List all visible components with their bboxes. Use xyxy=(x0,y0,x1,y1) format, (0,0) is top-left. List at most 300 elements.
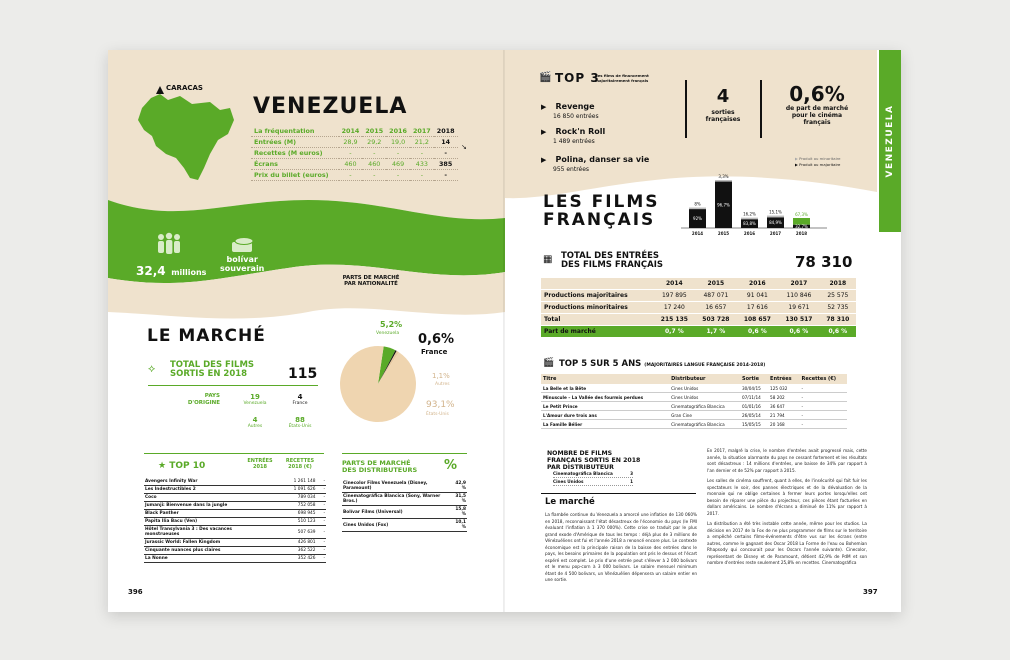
cell: 21,2 xyxy=(414,138,429,146)
kpi-share-label-1: de part de marché xyxy=(785,105,849,112)
top5-title-text: TOP 5 SUR 5 ANS xyxy=(559,359,642,369)
top3-film-entries: 955 entrées xyxy=(553,166,590,173)
distrib-name: Bolívar Films (Universal) xyxy=(342,506,449,519)
bar-category-label: 2014 xyxy=(691,231,704,236)
table-row xyxy=(541,290,856,302)
bar-top-label: 67,3% xyxy=(795,212,808,217)
bar-top-label: 15,1% xyxy=(769,209,782,215)
cell: 460 xyxy=(344,160,357,168)
film-title: La Nonne xyxy=(144,555,253,563)
table-row xyxy=(541,411,847,420)
cell: - xyxy=(373,171,376,179)
distrib-n: 3 xyxy=(630,471,633,476)
attendance-row xyxy=(251,170,458,181)
right-page xyxy=(505,50,901,612)
cell: - xyxy=(444,149,447,157)
column-header: Distributeur xyxy=(669,374,740,384)
origin-venezuela-l: Venezuela xyxy=(243,401,267,406)
divider xyxy=(144,453,324,454)
cell: 91 041 xyxy=(737,290,779,302)
distrib-pct: 31,5 % xyxy=(449,493,467,506)
bar-inner-label: 92% xyxy=(693,216,702,222)
star-icon: ★ xyxy=(158,461,170,471)
top3-film-title: Revenge xyxy=(555,102,595,111)
row-label: Total xyxy=(541,314,654,326)
bar-category-label: 2017 xyxy=(769,231,782,236)
top10-col-receipts: RECETTES 2018 (€) xyxy=(285,458,315,470)
film-title: Cinquante nuances plus claires xyxy=(144,547,253,555)
pie-label-venezuela-pct: 5,2% xyxy=(380,320,403,329)
row-label: Part de marché xyxy=(541,326,654,338)
pie-title xyxy=(330,275,412,288)
legend-minority-label: Produit ou minoritaire xyxy=(799,156,841,161)
cell: 14 xyxy=(441,138,451,146)
section-tab-label: VENEZUELA xyxy=(885,104,895,178)
cell: 01/01/16 xyxy=(740,402,768,411)
arrow-down-right-icon: ↘ xyxy=(461,143,467,151)
top3-film-title: Polina, danser sa vie xyxy=(555,155,650,164)
bar-inner-label: 84,9% xyxy=(769,220,782,226)
list-item xyxy=(553,478,633,486)
distrib-count-line3: PAR DISTRIBUTEUR xyxy=(547,464,614,472)
origin-us-n: 88 xyxy=(295,416,305,424)
film-entries: 752 058 xyxy=(253,502,316,510)
cell: Cinematográfica Blancica xyxy=(669,420,740,429)
distrib-count-list xyxy=(553,470,633,486)
table-row xyxy=(541,302,856,314)
pie-label-others-pct: 1,1% xyxy=(432,372,450,380)
origin-others-n: 4 xyxy=(252,416,258,424)
french-films-title xyxy=(543,194,660,230)
pie-label-us-pct: 93,1% xyxy=(426,400,455,410)
cell: Cines Unidos xyxy=(669,384,740,393)
kpi-share xyxy=(767,82,867,127)
arrow-right-icon: ▶ xyxy=(541,156,547,164)
film-receipts: - xyxy=(317,526,326,539)
film-entries: 352 426 xyxy=(253,555,316,563)
cell: 17 616 xyxy=(737,302,779,314)
table-row xyxy=(144,478,326,486)
row-label: Productions minoritaires xyxy=(541,302,654,314)
legend-majority-label: Produit ou majoritaire xyxy=(799,162,841,167)
cell: Gran Cine xyxy=(669,411,740,420)
table-row xyxy=(144,539,326,547)
cell: 21 794 xyxy=(768,411,800,420)
cell: 433 xyxy=(415,160,428,168)
kpi-share-label-2: pour le cinéma xyxy=(791,111,843,119)
people-icon xyxy=(154,232,184,256)
cell: 25 575 xyxy=(820,290,856,302)
page-number-left: 396 xyxy=(128,588,143,596)
row-label: Recettes (M euros) xyxy=(254,149,323,157)
capital-label: CARACAS xyxy=(166,84,203,92)
film-entries: 1 091 626 xyxy=(253,486,316,494)
bar-inner-label: 32,7% xyxy=(795,223,808,229)
year-col: 2018 xyxy=(820,278,856,290)
cell: 385 xyxy=(438,160,453,168)
header-blank xyxy=(541,278,654,290)
total-films-line2: SORTIS EN 2018 xyxy=(170,368,248,379)
top3-item xyxy=(541,147,649,173)
cell: 503 728 xyxy=(695,314,737,326)
pie-label-venezuela: Venezuela xyxy=(376,331,400,336)
table-row xyxy=(342,493,467,506)
table-row xyxy=(342,506,467,519)
total-entries-line2: DES FILMS FRANÇAIS xyxy=(561,260,664,271)
paragraph: La distribution a été très instable cette année, même pour les studios. La décision en 2017 de la Fox de ne plus programmer de films sur le territoire a empêché certains films-événements d'être vus sur les écrans (entre autres, comme le gagnant des Oscar 2018 La Forme de l'eau ou Bohemian Rhapsody qui concourait pour les Oscars l'année suivante). Cinecolor, représentant de Disney et de Paramount, détient 42,9% de PdM et son nombre d'entrées reste seulement 25,8% en recettes. Cinematográfica xyxy=(707,521,867,565)
film-title: Papita Ilia Bacu (Ven) xyxy=(144,518,253,526)
attendance-header: La fréquentation xyxy=(254,127,315,135)
bar-minority xyxy=(689,207,706,209)
bar-top-label: 3,3% xyxy=(718,174,729,179)
bar-minority xyxy=(715,180,732,182)
market-title: LE MARCHÉ xyxy=(147,326,266,346)
year-col: 2014 xyxy=(341,127,360,135)
top3-film-entries: 16 850 entrées xyxy=(553,113,599,120)
pie-label-france-pct: 0,6% xyxy=(418,332,455,347)
french-films-bar-chart xyxy=(677,170,837,240)
top3-item xyxy=(541,119,605,145)
year-col: 2016 xyxy=(737,278,779,290)
currency-label xyxy=(220,256,264,274)
cell: 58 202 xyxy=(768,393,800,402)
french-films-table xyxy=(541,278,856,337)
kpi-releases-value: 4 xyxy=(716,86,730,107)
total-films-line1: TOTAL DES FILMS xyxy=(170,360,255,370)
distrib-name: Cinematográfica Blancica (Sony, Warner Bros.) xyxy=(342,493,449,506)
year-col: 2014 xyxy=(654,278,696,290)
cell: 108 657 xyxy=(737,314,779,326)
bar-inner-label: 83,8% xyxy=(743,221,756,227)
origin-france xyxy=(285,393,315,406)
cell: - xyxy=(396,171,400,179)
top10-title xyxy=(158,462,205,471)
cell: 30/04/15 xyxy=(740,384,768,393)
distrib-pct: 10,1 % xyxy=(449,519,467,532)
total-entries-value: 78 310 xyxy=(795,253,853,271)
cell: 19 671 xyxy=(778,302,820,314)
cell: 487 071 xyxy=(695,290,737,302)
origin-france-n: 4 xyxy=(297,393,303,401)
bar-minority xyxy=(767,216,784,218)
kpi-share-label-3: français xyxy=(803,118,831,126)
distrib-pct-symbol: % xyxy=(444,458,458,473)
cell: Cinematográfica Blancica xyxy=(669,402,740,411)
population-stat xyxy=(136,260,206,279)
table-row xyxy=(541,384,847,393)
column-header: Titre xyxy=(541,374,669,384)
attendance-row xyxy=(251,137,458,148)
bar-category-label: 2016 xyxy=(743,231,756,236)
arrow-right-icon: ▶ xyxy=(541,103,547,111)
french-films-title-line1: LES FILMS xyxy=(543,192,660,212)
cell: - xyxy=(420,171,423,179)
attendance-row xyxy=(251,148,458,159)
cell: 130 517 xyxy=(778,314,820,326)
origin-us xyxy=(285,416,315,429)
list-item xyxy=(553,470,633,478)
film-receipts: - xyxy=(317,486,326,494)
clapperboard-icon: 🎬 xyxy=(539,72,552,83)
cell: L'Amour dure trois ans xyxy=(541,411,669,420)
film-entries: 698 945 xyxy=(253,510,316,518)
arrow-right-icon: ▶ xyxy=(541,128,547,136)
table-row xyxy=(342,519,467,532)
film-entries: 426 801 xyxy=(253,539,316,547)
cell: 0,6 % xyxy=(737,326,779,338)
distrib-pct: 42,9 % xyxy=(449,480,467,493)
right-column-text xyxy=(707,448,867,571)
cell: 26/05/14 xyxy=(740,411,768,420)
distrib-count-line1: NOMBRE DE FILMS xyxy=(547,450,613,457)
cell: 0,6 % xyxy=(820,326,856,338)
total-entries-line1: TOTAL DES ENTRÉES xyxy=(561,251,660,261)
film-title: Black Panther xyxy=(144,510,253,518)
divider xyxy=(541,493,696,494)
film-receipts: - xyxy=(317,555,326,563)
legend-minority xyxy=(795,156,840,161)
currency-line2: souverain xyxy=(220,263,265,273)
table-row xyxy=(144,502,326,510)
cell: 29,2 xyxy=(367,138,382,146)
top10-col-entries: ENTRÉES 2018 xyxy=(247,458,273,470)
film-title: Coco xyxy=(144,494,253,502)
kpi-share-value: 0,6% xyxy=(789,82,845,106)
bar-category-label: 2018 xyxy=(795,231,808,236)
cell: 215 135 xyxy=(654,314,696,326)
origin-line2: D'ORIGINE xyxy=(187,399,220,406)
left-page xyxy=(108,50,505,612)
film-title: Jumanji: Bienvenue dans la jungle xyxy=(144,502,253,510)
table-row xyxy=(541,393,847,402)
cell: - xyxy=(800,420,847,429)
population-unit: millions xyxy=(171,268,207,277)
divider xyxy=(342,453,467,454)
market-heading: Le marché xyxy=(545,497,595,507)
page-number-right: 397 xyxy=(863,588,878,596)
year-col: 2017 xyxy=(778,278,820,290)
cell: La Famille Bélier xyxy=(541,420,669,429)
top3-item xyxy=(541,94,599,120)
total-films-title xyxy=(170,361,254,379)
distrib-name: Cines Unidos (Fox) xyxy=(342,519,449,532)
cell: - xyxy=(800,402,847,411)
cell: 0,7 % xyxy=(654,326,696,338)
bar-top-label: 8% xyxy=(694,201,701,207)
cell: 19,0 xyxy=(390,138,406,146)
column-header: Sortie xyxy=(740,374,768,384)
cell: 469 xyxy=(391,160,405,168)
pie-label-others: Autres xyxy=(435,382,450,387)
column-header: Entrées xyxy=(768,374,800,384)
table-row xyxy=(144,555,326,563)
film-entries: 1 261 148 xyxy=(253,478,316,486)
pie-slice-us xyxy=(340,346,416,422)
cell: 36 647 xyxy=(768,402,800,411)
year-col: 2017 xyxy=(412,127,431,135)
cell: 197 895 xyxy=(654,290,696,302)
distrib-name: Cinematográfica Blancica xyxy=(553,471,613,476)
ticket-icon: ▦ xyxy=(543,254,553,265)
film-receipts: - xyxy=(317,539,326,547)
paragraph: Les salles de cinéma souffrent, quant à elles, de l'insécurité qui fait fuir les spectateurs le soir, des pannes électriques et de la dévaluation de la monnaie qui ne oblige certaines à fermer leurs portes lorsqu'elles ont besoin de réparer une pièce du projecteur, ces pièces étant facturées en dollars américains. Le nombre d'écrans a diminué de 11% par rapport à 2017. xyxy=(707,478,867,516)
cell: 07/11/14 xyxy=(740,393,768,402)
total-films-value: 115 xyxy=(288,366,318,382)
row-label: Prix du billet (euros) xyxy=(254,171,329,179)
cell: Cines Unidos xyxy=(669,393,740,402)
pie-title-line1: PARTS DE MARCHÉ xyxy=(342,275,400,281)
distrib-name: Cines Unidos xyxy=(553,479,584,484)
film-receipts: - xyxy=(317,547,326,555)
film-title: Jurassic World: Fallen Kingdom xyxy=(144,539,253,547)
film-receipts: - xyxy=(317,502,326,510)
origin-venezuela-n: 19 xyxy=(250,393,260,401)
top5-title xyxy=(559,359,765,369)
film-receipts: - xyxy=(317,494,326,502)
film-entries: 789 034 xyxy=(253,494,316,502)
cell: - xyxy=(800,393,847,402)
row-label: Écrans xyxy=(254,160,278,168)
row-label: Entrées (M) xyxy=(254,138,297,146)
table-row xyxy=(144,526,326,539)
money-icon xyxy=(230,236,256,254)
film-reel-icon: ⟡ xyxy=(148,362,156,375)
table-row xyxy=(342,480,467,493)
cell: 28,9 xyxy=(343,138,358,146)
film-title: Hôtel Transylvania 3 : Des vacances monstrueuses xyxy=(144,526,253,539)
table-row xyxy=(144,486,326,494)
country-title: VENEZUELA xyxy=(253,94,408,119)
origin-others-l: Autres xyxy=(247,424,263,429)
top3-film-title: Rock'n Roll xyxy=(555,127,606,136)
top10-table xyxy=(144,478,326,563)
distrib-title-line2: DES DISTRIBUTEURS xyxy=(342,465,418,474)
table-row xyxy=(541,402,847,411)
currency-line1: bolívar xyxy=(226,255,258,264)
row-label: Productions majoritaires xyxy=(541,290,654,302)
pie-label-us: États-Unis xyxy=(426,412,449,417)
population-value: 32,4 xyxy=(136,264,166,278)
distrib-table xyxy=(342,480,467,532)
origin-line1: PAYS xyxy=(204,393,220,399)
legend-minority-swatch: ▶ xyxy=(795,156,800,161)
film-title: Avengers Infinity War xyxy=(144,478,253,486)
top3-subtitle: des films de financement majoritairement français xyxy=(595,73,649,83)
table-row xyxy=(541,326,856,338)
legend-majority-swatch: ▶ xyxy=(795,162,800,167)
column-header: Recettes (€) xyxy=(800,374,847,384)
market-paragraph: La flambée continue du Venezuela a amorcé une inflation de 130 060% en 2018, reconnaissant l'état désastreux de l'économie du pays (le FMI évaluant l'inflation à 1 370 000%). Cette crise se traduit par le plus grand exode d'Amérique de tous les temps : déjà plus de 3 millions de Vénézuéliens ont fui et l'année 2018 a renoncé encore plus. Le contexte économique est la principale raison de la baisse des entrées dans le pays, les besoins primaires de la population ont pris le dessus et l'écart espéré est complet. Le prix d'une entrée peut s'élever à 2 000 bolivars et le menu pop-corn à 3 000 bolivars. Le salaire mensuel minimum étant de 4 500 bolivars, un Vénézuélien dépensera un salaire entier en une sortie. xyxy=(545,512,697,582)
origin-others xyxy=(240,416,270,429)
origin-us-l: États-Unis xyxy=(288,424,312,429)
cell: - xyxy=(420,149,423,157)
distrib-title-line1: PARTS DE MARCHÉ xyxy=(342,459,411,467)
cell: 0,6 % xyxy=(778,326,820,338)
cell: Le Petit Prince xyxy=(541,402,669,411)
film-entries: 510 123 xyxy=(253,518,316,526)
pie-title-line2: PAR NATIONALITÉ xyxy=(344,281,398,288)
top3-title: TOP 3 xyxy=(555,71,600,85)
cell: 15/05/15 xyxy=(740,420,768,429)
table-row xyxy=(541,314,856,326)
year-col: 2015 xyxy=(365,127,384,135)
cell: 16 657 xyxy=(695,302,737,314)
cell: 20 168 xyxy=(768,420,800,429)
kpi-share-label xyxy=(767,106,867,127)
pie-label-france: France xyxy=(421,348,448,356)
table-row xyxy=(144,510,326,518)
cell: - xyxy=(349,149,352,157)
cell: La Belle et la Bête xyxy=(541,384,669,393)
distrib-pct: 15,8 % xyxy=(449,506,467,519)
cell: - xyxy=(396,149,400,157)
divider-vertical xyxy=(760,80,762,138)
bar-inner-label: 96,7% xyxy=(717,202,730,208)
cell: 125 032 xyxy=(768,384,800,393)
distrib-count-title xyxy=(547,450,640,471)
bar-category-label: 2015 xyxy=(717,231,730,236)
origin-label xyxy=(174,393,220,406)
kpi-releases xyxy=(691,86,755,123)
clapperboard-icon: 🎬 xyxy=(543,358,555,368)
attendance-row xyxy=(251,159,458,170)
cell: 52 735 xyxy=(820,302,856,314)
cell: 78 310 xyxy=(820,314,856,326)
film-receipts: - xyxy=(317,510,326,518)
bar-top-label: 16,2% xyxy=(743,211,756,217)
section-tab xyxy=(879,50,901,232)
table-row xyxy=(541,420,847,429)
total-entries-title xyxy=(561,252,663,271)
bar-minority xyxy=(741,218,758,220)
cell: - xyxy=(800,411,847,420)
cell: 17 240 xyxy=(654,302,696,314)
cell: 110 846 xyxy=(778,290,820,302)
attendance-table xyxy=(251,126,458,181)
origin-venezuela xyxy=(240,393,270,406)
table-row xyxy=(144,494,326,502)
year-col: 2015 xyxy=(695,278,737,290)
film-receipts: - xyxy=(317,518,326,526)
top5-subtitle: (MAJORITAIRES LANGUE FRANÇAISE 2014-2018) xyxy=(644,363,766,368)
distrib-title xyxy=(342,460,417,474)
french-films-title-line2: FRANÇAIS xyxy=(543,209,656,230)
magazine-spread xyxy=(108,50,901,612)
kpi-releases-label: sorties françaises xyxy=(705,109,741,123)
distrib-name: Cinecolor Films Venezuela (Disney, Paramount) xyxy=(342,480,449,493)
cell: - xyxy=(373,149,376,157)
distrib-count-line2: FRANÇAIS SORTIS EN 2018 xyxy=(547,457,641,465)
cell: 460 xyxy=(368,160,381,168)
film-title: Les Indestructibles 2 xyxy=(144,486,253,494)
table-row xyxy=(144,518,326,526)
legend-majority xyxy=(795,162,840,167)
top10-title-text: TOP 10 xyxy=(169,461,206,471)
film-entries: 362 522 xyxy=(253,547,316,555)
year-col: 2018 xyxy=(436,127,455,135)
table-row xyxy=(144,547,326,555)
top3-film-entries: 1 489 entrées xyxy=(553,138,595,145)
cell: Minuscule – La Vallée des fourmis perdues xyxy=(541,393,669,402)
divider xyxy=(148,385,318,386)
divider-vertical xyxy=(685,80,687,138)
origin-france-l: France xyxy=(292,401,308,406)
cell: - xyxy=(444,171,447,179)
film-entries: 507 639 xyxy=(253,526,316,539)
cell: 1,7 % xyxy=(695,326,737,338)
paragraph: En 2017, malgré la crise, le nombre d'entrées avait progressé mais, cette année, la situation alarmante du pays ne cessant fortement et les résultats sont désastreux : 14 millions d'entrées, une baisse de 34% par rapport à l'an dernier et de 52% par rapport à 2015. xyxy=(707,448,867,473)
cell: - xyxy=(349,171,352,179)
